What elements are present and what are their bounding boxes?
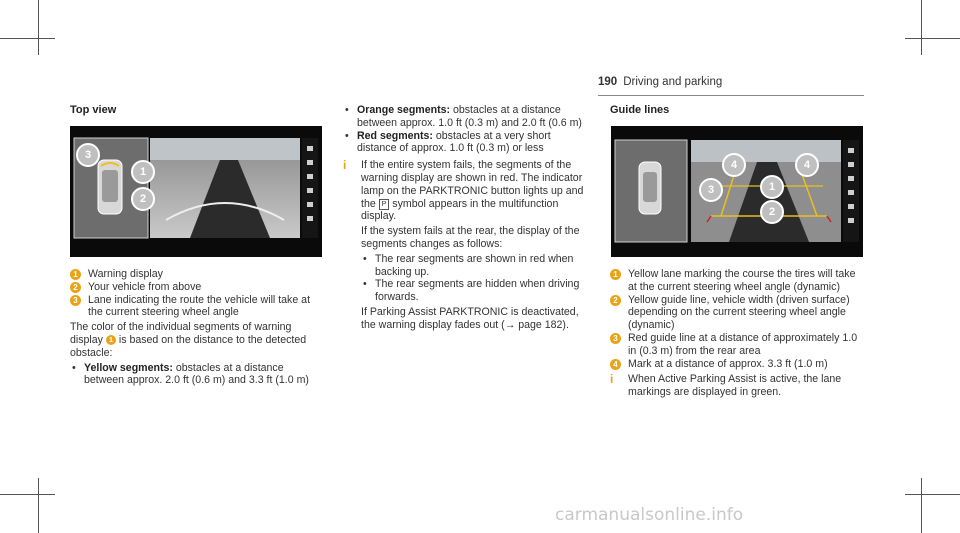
- callout-2: 2: [131, 187, 155, 211]
- legend-item: [610, 358, 865, 371]
- legend-number: 1: [70, 269, 81, 280]
- legend-number: 4: [610, 359, 621, 370]
- segment-color-paragraph: [70, 321, 322, 359]
- note-text-a: If the entire system fails, the segments of the warning display are shown in red. The indicator lamp on the PARKTRONIC button lights up and the: [361, 159, 584, 210]
- crop-mark: [921, 0, 922, 55]
- watermark: carmanualsonline.info: [555, 505, 744, 525]
- legend-item: [70, 268, 322, 281]
- note-text-b: symbol appears in the multifunction display.: [361, 197, 559, 223]
- section-title: Driving and parking: [623, 76, 723, 88]
- parking-symbol-icon: P: [379, 199, 390, 210]
- callout-4: 4: [722, 153, 746, 177]
- left-column: [70, 104, 325, 117]
- active-parking-note: [610, 373, 865, 399]
- legend-number: 3: [610, 333, 621, 344]
- note-text: When Active Parking Assist is active, the lane markings are displayed in green.: [628, 373, 842, 399]
- ref-number: 1: [106, 335, 116, 345]
- callout-4: 4: [795, 153, 819, 177]
- para-text: The color of the individual segments of warning display: [70, 321, 292, 346]
- legend-item: [70, 281, 322, 294]
- guide-lines-image: [611, 126, 863, 257]
- info-icon: i: [343, 158, 347, 173]
- orange-text: obstacles at a distance between approx. 1.0 ft (0.3 m) and 2.0 ft (0.6 m): [357, 104, 582, 129]
- legend-item: [610, 294, 865, 332]
- left-text: [70, 268, 322, 387]
- crop-mark: [38, 478, 39, 533]
- guide-lines-illustration: [611, 126, 863, 257]
- legend-item: [70, 294, 322, 320]
- crop-mark: [0, 494, 55, 495]
- legend-text: Lane indicating the route the vehicle will take at the current steering wheel angle: [88, 293, 311, 319]
- yellow-segments-item: [70, 362, 322, 388]
- note-text: [361, 159, 588, 223]
- page-header: [598, 76, 722, 88]
- legend-text: Red guide line at a distance of approximately 1.0 in (0.3 m) from the rear area: [628, 331, 858, 357]
- crop-mark: [0, 38, 55, 39]
- legend-number: 2: [610, 295, 621, 306]
- para-text: is based on the distance to the detected obstacle:: [70, 333, 307, 359]
- legend-text: Yellow lane marking the course the tires will take at the current steering wheel angle (dynamic): [628, 268, 856, 293]
- top-view-heading: Top view: [70, 104, 117, 116]
- callout-1: 1: [760, 175, 784, 199]
- callout-3: 3: [76, 143, 100, 167]
- system-failure-note: [343, 159, 588, 331]
- red-text: obstacles at a very short distance of approx. 1.0 ft (0.3 m) or less: [357, 129, 551, 155]
- top-view-image: [70, 126, 322, 257]
- legend-number: 3: [70, 295, 81, 306]
- note-deactivated-text: If Parking Assist PARKTRONIC is deactivated, the warning display fades out (→ page 182).: [361, 305, 579, 331]
- callout-2: 2: [760, 200, 784, 224]
- callout-3: 3: [699, 178, 723, 202]
- header-rule: [598, 95, 864, 96]
- crop-mark: [38, 0, 39, 55]
- red-segments-item: [343, 130, 588, 156]
- note-sub-item: • The rear segments are shown in red when backing up.: [361, 253, 588, 279]
- note-sub-item: • The rear segments are hidden when driving forwards.: [361, 278, 588, 304]
- right-text: [610, 268, 865, 399]
- orange-label: Orange segments:: [357, 104, 451, 116]
- note-rear-text: If the system fails at the rear, the display of the segments changes as follows:: [361, 225, 580, 250]
- crop-mark: [905, 38, 960, 39]
- top-view-illustration: [70, 126, 322, 257]
- legend-text: Warning display: [88, 268, 163, 280]
- orange-segments-item: [343, 104, 588, 130]
- legend-item: [610, 332, 865, 358]
- yellow-label: Yellow segments:: [84, 361, 173, 374]
- legend-item: [610, 268, 865, 294]
- legend-text: Yellow guide line, vehicle width (driven surface) depending on the current steering wheel angle (dynamic): [628, 293, 850, 332]
- legend-text: Your vehicle from above: [88, 280, 202, 293]
- crop-mark: [905, 494, 960, 495]
- red-label: Red segments:: [357, 129, 433, 142]
- yellow-text: obstacles at a distance between approx. 2.0 ft (0.6 m) and 3.3 ft (1.0 m): [84, 361, 309, 387]
- middle-column: [343, 104, 588, 334]
- callout-1: 1: [131, 160, 155, 184]
- page-number: 190: [598, 76, 618, 88]
- legend-number: 1: [610, 269, 621, 280]
- right-column: [610, 104, 865, 117]
- guide-lines-heading: Guide lines: [610, 104, 670, 116]
- crop-mark: [921, 478, 922, 533]
- info-icon: i: [610, 372, 614, 387]
- legend-number: 2: [70, 282, 81, 293]
- legend-text: Mark at a distance of approx. 3.3 ft (1.0 m): [628, 357, 828, 370]
